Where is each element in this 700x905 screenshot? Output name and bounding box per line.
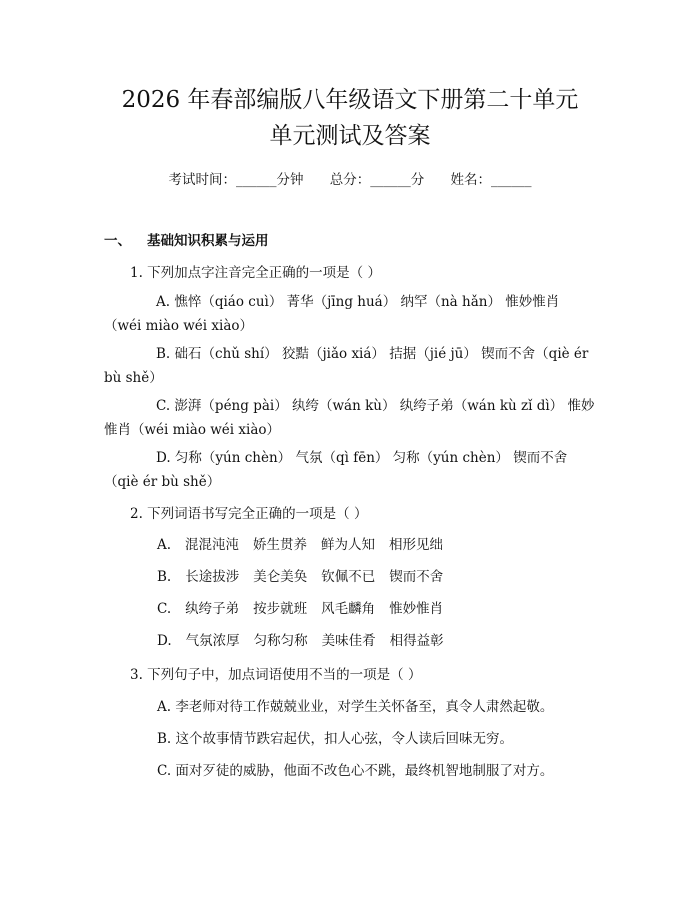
section-number: 一、: [104, 233, 131, 249]
exam-meta: [0, 168, 700, 188]
option-word: 美味佳肴: [321, 633, 376, 649]
question-3-option-b: B. 这个故事情节跌宕起伏，扣人心弦，令人读后回味无穷。: [157, 731, 514, 747]
question-2-option-d: [157, 629, 458, 649]
option-word: 匀称匀称: [253, 633, 308, 649]
option-word: 按步就班: [253, 601, 308, 617]
option-letter: D.: [157, 633, 172, 649]
option-word: 相形见绌: [389, 537, 444, 553]
question-1-option-b: B. 础石（chǔ shí） 狡黠（jiǎo xiá） 拮据（jié jū） 锲而不舍（qiè ér bù shě）: [104, 346, 589, 386]
option-word: 鲜为人知: [321, 537, 376, 553]
exam-time: 考试时间：______分钟: [168, 172, 304, 188]
section-title: 基础知识积累与运用: [147, 233, 269, 249]
option-word: 相得益彰: [389, 633, 444, 649]
question-2-stem: 2. 下列词语书写完全正确的一项是（ ）: [130, 506, 368, 522]
option-word: 长途拔涉: [185, 569, 240, 585]
option-word: 锲而不舍: [389, 569, 444, 585]
option-word: 气氛浓厚: [185, 633, 240, 649]
option-word: 惟妙惟肖: [389, 601, 444, 617]
question-2-option-a: [157, 533, 457, 553]
option-letter: A.: [157, 537, 172, 553]
question-1-option-d: D. 匀称（yún chèn） 气氛（qì fēn） 匀称（yún chèn） 锲而不舍（qiè ér bù shě）: [104, 450, 568, 490]
question-2-option-b: [157, 565, 457, 585]
option-word: 美仑美奂: [253, 569, 308, 585]
question-3-option-a: A. 李老师对待工作兢兢业业，对学生关怀备至，真令人肃然起敬。: [157, 699, 554, 715]
question-3-option-c: C. 面对歹徒的威胁，他面不改色心不跳，最终机智地制服了对方。: [157, 763, 554, 779]
question-1-option-a: A. 憔悴（qiáo cuì） 菁华（jīng huá） 纳罕（nà hǎn） 惟妙惟肖（wéi miào wéi xiào）: [104, 294, 560, 334]
question-3-stem: 3. 下列句子中，加点词语使用不当的一项是（ ）: [130, 667, 422, 683]
doc-title-line-1: 2026 年春部编版八年级语文下册第二十单元: [121, 87, 579, 113]
question-1-stem: 1. 下列加点字注音完全正确的一项是（ ）: [130, 265, 381, 281]
option-word: 纨绔子弟: [185, 601, 240, 617]
question-1-option-c: C. 澎湃（péng pài） 纨绔（wán kù） 纨绔子弟（wán kù zǐ dì） 惟妙惟肖（wéi miào wéi xiào）: [104, 398, 595, 438]
option-word: 钦佩不已: [321, 569, 376, 585]
option-word: 风毛麟角: [321, 601, 376, 617]
option-word: 娇生贯养: [253, 537, 308, 553]
exam-score: 总分：______分: [329, 172, 425, 188]
section-heading: [104, 229, 269, 249]
question-2-option-c: [157, 597, 457, 617]
exam-name: 姓名：______: [450, 172, 532, 188]
option-word: 混混沌沌: [185, 537, 240, 553]
option-letter: C.: [157, 601, 172, 617]
option-letter: B.: [157, 569, 172, 585]
doc-title-line-2: 单元测试及答案: [269, 123, 431, 149]
